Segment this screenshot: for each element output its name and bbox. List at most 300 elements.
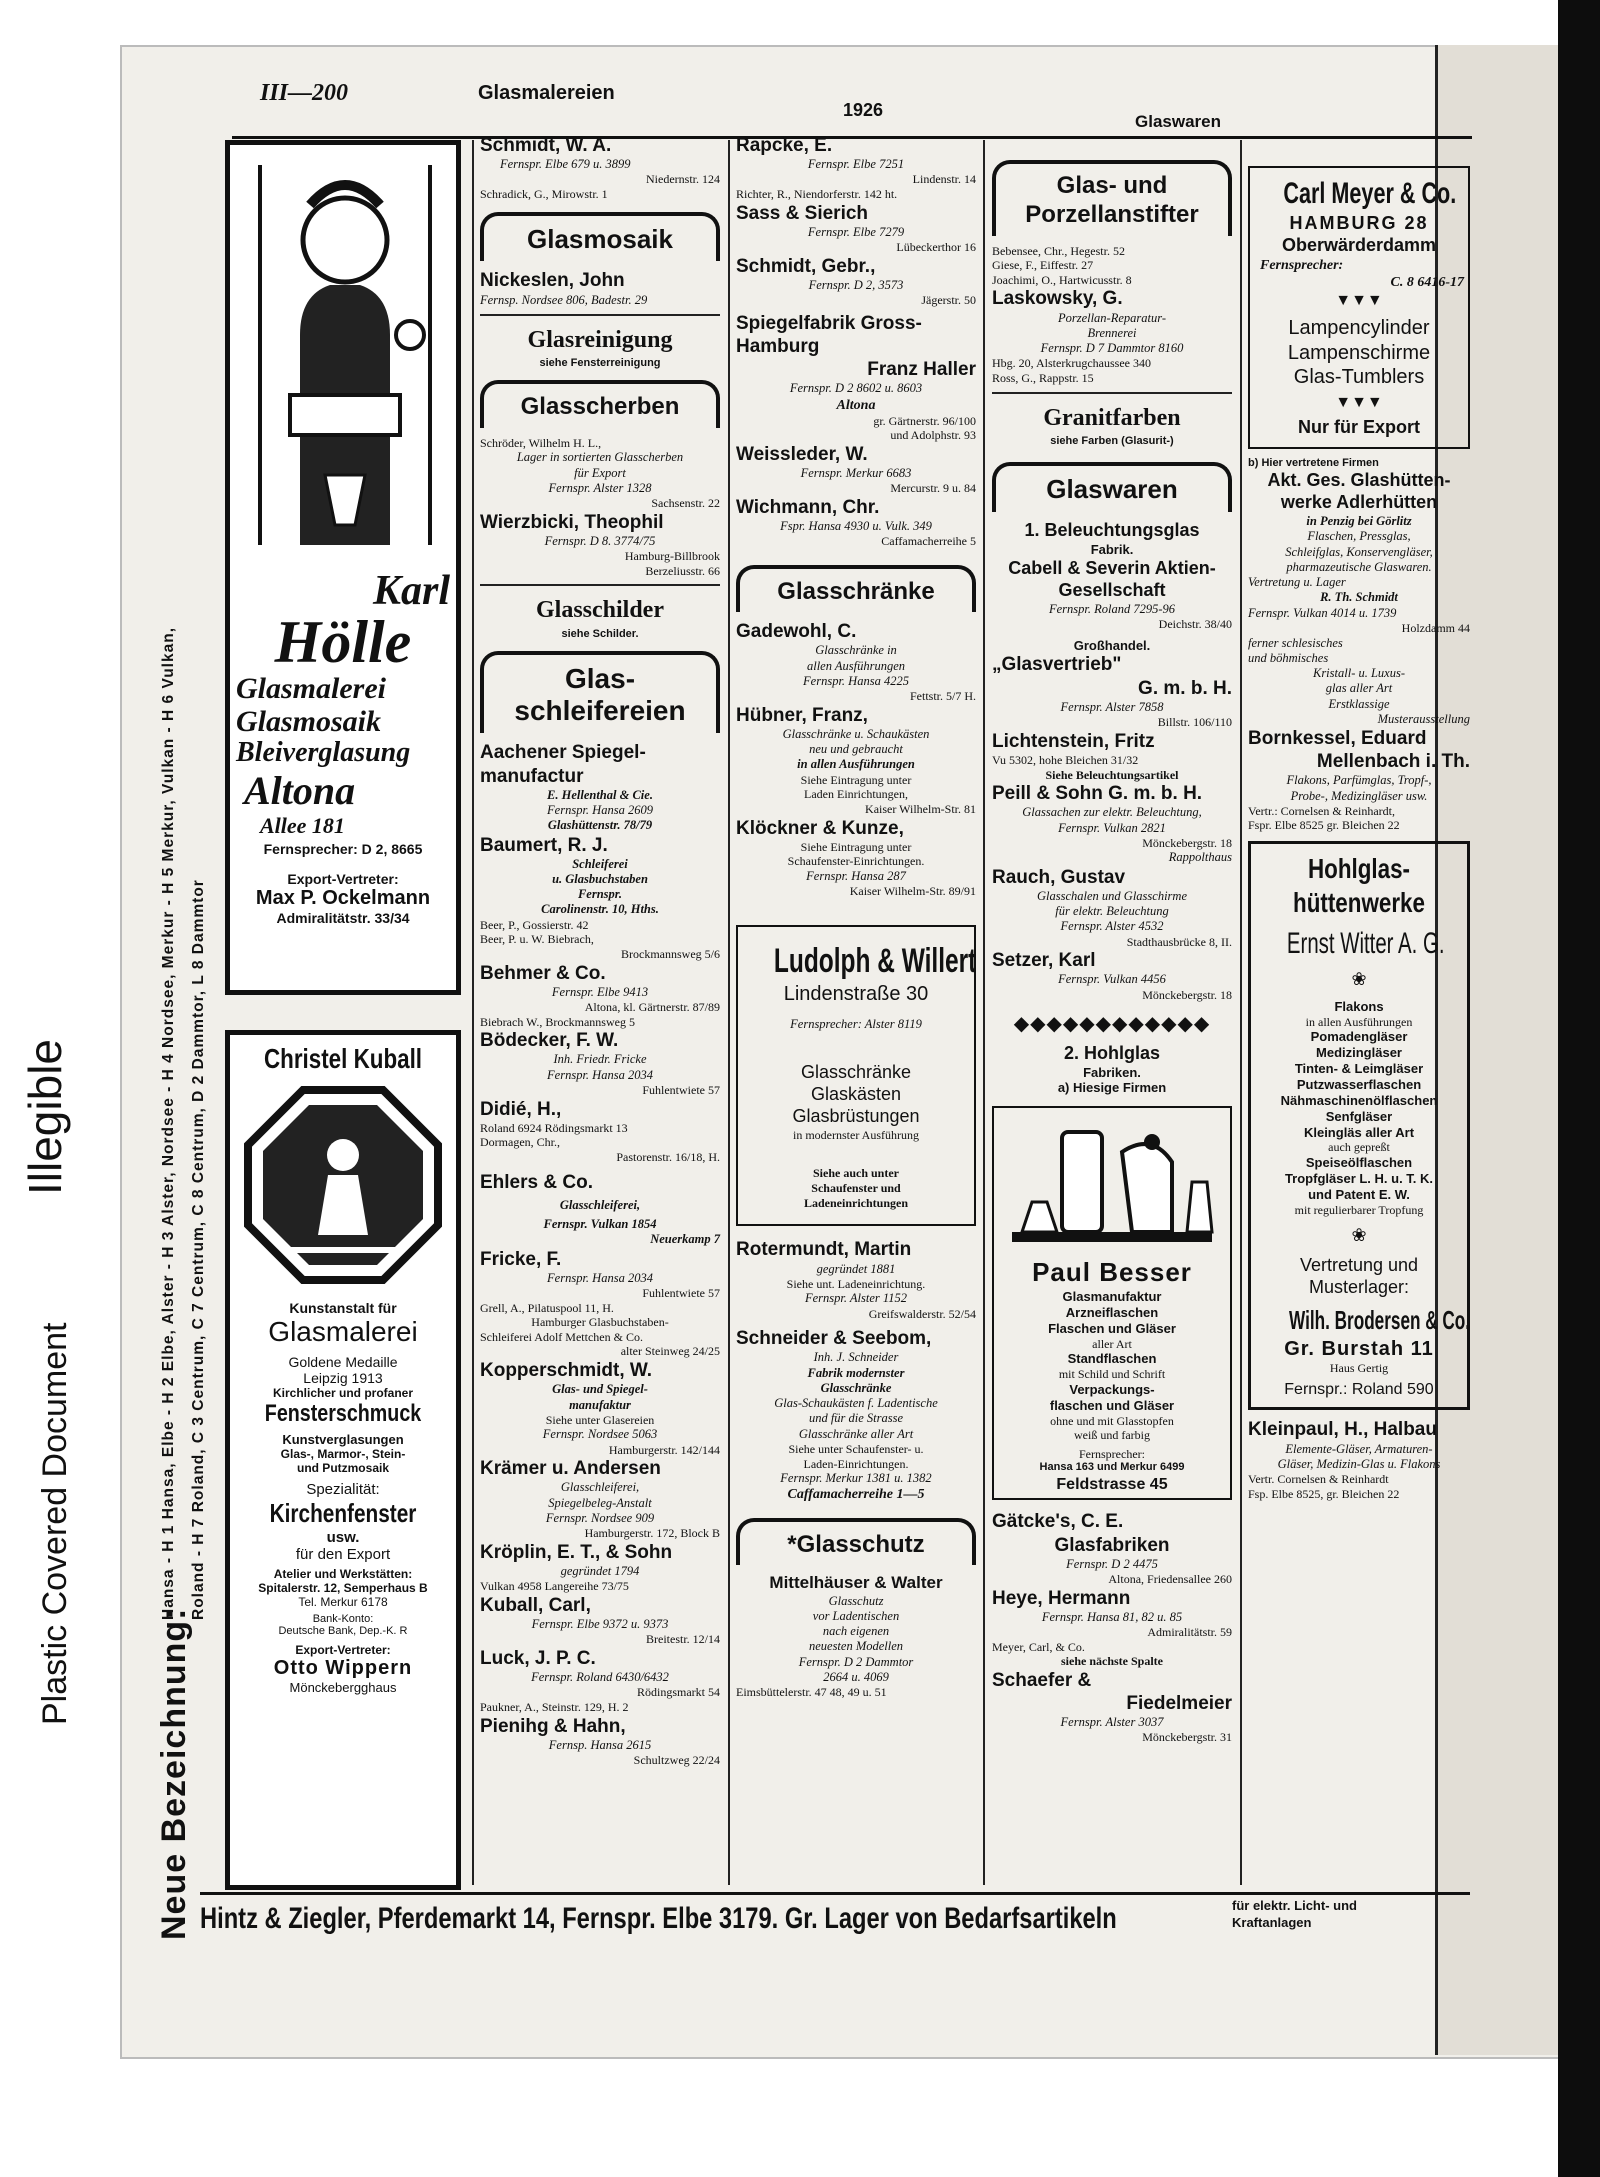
entry-line: Caffamacherreihe 5 [881,534,976,549]
column-3 [736,134,976,1700]
witter-l22: Haus Gertig [1329,1361,1389,1376]
entry-line: Beer, P. u. W. Biebrach, [480,932,594,947]
witter-l7: Medizingläser [1316,1045,1402,1061]
entry-line: Mercurstr. 9 u. 84 [890,481,976,496]
entry-line: Fernspr. Hansa 2609 [547,803,653,818]
besser-l1: Glasmanufaktur [1062,1289,1162,1305]
entry-line: Hamburgerstr. 172, Block B [584,1526,720,1541]
entry-line: Fernspr. Roland 6430/6432 [531,1670,669,1685]
footer-advert [200,1902,1360,1936]
holle-name: Hölle [274,609,412,675]
entry-line: Fernspr. Nordsee 5063 [542,1427,658,1442]
witter-l10: Nähmaschinenölflaschen [1280,1092,1438,1108]
kuball-l14: Atelier und Werkstätten: [273,1567,413,1581]
section-granitfarben: Granitfarben [1043,404,1181,431]
kuball-l5: Kirchlicher und profaner [272,1386,414,1400]
lw-l7: Ladeneinrichtungen [803,1195,908,1210]
entry-name: Rotermundt, Martin [736,1239,912,1261]
footer-text: Hintz & Ziegler, Pferdemarkt 14, Fernspr. Elbe 3179. Gr. Lager von Bedarfsartikeln [200,1902,1117,1935]
witter-l19: Musterlager: [1308,1277,1410,1298]
entry-line: Fernspr. Hansa 4225 [803,673,909,688]
besser-l13: Feldstrasse 45 [1056,1475,1168,1493]
entry-name: Setzer, Karl [992,950,1096,972]
entry-line: Kristall- u. Luxus- [1312,666,1406,680]
kuball-l6: Fensterschmuck [264,1400,422,1427]
entry-name: Wichmann, Chr. [736,496,880,518]
entry-line: Fernspr. Alster 1328 [548,480,652,495]
entry-line: 2664 u. 4069 [823,1669,889,1684]
witter-l2: hüttenwerke [1293,887,1425,919]
entry-line: Glasschutz [828,1593,884,1608]
kuball-l19: Export-Vertreter: [295,1643,391,1657]
entry-line: Fuhlentwiete 57 [642,1082,720,1097]
entry-line: Joachimi, O., Hartwicusstr. 8 [992,272,1132,287]
entry-line: Richter, R., Niendorferstr. 142 ht. [736,187,898,202]
entry-line: Fernspr. Alster 7858 [1060,699,1164,714]
entry-line: Fernspr. Elbe 7251 [807,157,905,172]
ad-ludolph-willert [736,925,976,1226]
ornament-divider-icon: ◆◆◆◆◆◆◆◆◆◆◆◆ [1013,1013,1211,1036]
besser-l2: Arzneiflaschen [1065,1304,1159,1320]
entry-line: vor Ladentischen [812,1608,900,1623]
kuball-l12: usw. [326,1529,360,1546]
lw-l5: Siehe auch unter [812,1166,899,1181]
lw-address: Lindenstraße 30 [783,983,929,1006]
section-glaswaren: Glaswaren [992,462,1232,512]
entry-name: Franz Haller [867,359,976,381]
entry-line: Altona, Friedensallee 260 [1108,1571,1232,1586]
entry-line: Glasschleiferei, [559,1197,641,1212]
kuball-l10: Spezialität: [306,1481,380,1498]
laboratory-glassware-icon [1002,1112,1222,1252]
entry-line: Fernspr. D 2 4475 [1066,1556,1158,1571]
entry-line: alter Steinweg 24/25 [620,1344,720,1359]
entry-line: Fernspr. Merkur 6683 [800,466,912,481]
kuball-l4: Leipzig 1913 [303,1370,383,1386]
entry-line: Fernspr. Elbe 9372 u. 9373 [531,1617,669,1632]
besser-l4: aller Art [1092,1336,1132,1351]
entry-line: Giese, F., Eiffestr. 27 [992,258,1094,273]
meyer-l3: Glas-Tumblers [1293,365,1425,388]
entry-line: Fernspr. D 8. 3774/75 [544,533,656,548]
holle-rep-name: Max P. Ockelmann [255,886,431,909]
besser-l6: mit Schild und Schrift [1058,1367,1166,1382]
footer-rule [200,1892,1470,1895]
besser-l7: Verpackungs- [1069,1381,1155,1397]
section-glasschraenke: Glasschränke [736,565,976,612]
entry-line: Glassachen zur elektr. Beleuchtung, [1022,805,1202,820]
entry-line: Deichstr. 38/40 [1158,617,1232,631]
kuball-l8: Glas-, Marmor-, Stein- [280,1447,406,1461]
besser-l8: flaschen und Gläser [1049,1397,1175,1413]
entry-line: Vulkan 4958 Langereihe 73/75 [480,1579,629,1594]
section-note: Fabriken. [1083,1064,1141,1080]
kuball-l2: Glasmalerei [268,1316,418,1347]
entry-line: für elektr. Beleuchtung [1055,904,1169,919]
section-glasschutz: *Glasschutz [736,1518,976,1565]
divider [992,392,1232,394]
entry-line: Siehe Eintragung unter [800,772,912,787]
witter-l4: Flakons [1334,998,1384,1014]
entry-line: Fernspr. Hansa 2034 [547,1270,653,1285]
header-left: Glasmalereien [478,82,615,104]
entry-line: Musterausstellung [1377,711,1470,726]
entry-line: neu und gebraucht [809,742,903,757]
lw-phone: Fernsprecher: Alster 8119 [790,1016,922,1031]
section-note: siehe Schilder. [561,627,639,640]
holle-glasmalerei: Glasmalerei [236,672,386,705]
header-right: Glaswaren [1135,112,1221,131]
entry-line: Fernspr. Vulkan 2821 [1058,820,1166,835]
witter-l15: Tropfgläser L. H. u. T. K. [1284,1170,1434,1186]
entry-line: Schleiferei Adolf Mettchen & Co. [480,1329,643,1344]
entry-name: Rapcke, E. [736,135,833,156]
entry-line: Fsp. Elbe 8525, gr. Bleichen 22 [1248,1486,1400,1501]
entry-line: Ross, G., Rappstr. 15 [992,371,1094,386]
section-glasschilder: Glasschilder [535,597,664,624]
entry-line: allen Ausführungen [806,658,906,673]
lw-l4: in modernster Ausführung [793,1127,919,1142]
witter-l20: Wilh. Brodersen & Co. [1289,1305,1471,1336]
entry-line: Fernspr. Alster 3037 [1060,1715,1164,1730]
entry-line: Fernspr. Nordsee 909 [545,1510,655,1525]
entry-line: Greifswalderstr. 52/54 [868,1306,976,1321]
entry-name: Aachener Spiegel-manufactur [480,742,646,787]
entry-line: Brockmannsweg 5/6 [621,946,720,961]
entry-name: Gadewohl, C. [736,621,857,643]
ad-paul-besser [992,1106,1232,1500]
entry-name: Lichtenstein, Fritz [992,730,1155,752]
witter-l16: und Patent E. W. [1308,1186,1410,1202]
entry-line: Fernspr. Elbe 7279 [807,224,905,239]
entry-line: und Adolphstr. 93 [890,428,976,443]
entry-line: Fernspr. Elbe 679 u. 3899 [500,157,631,172]
witter-l5: in allen Ausführungen [1305,1014,1413,1029]
section-porzellanstifter: Glas- und Porzellanstifter [992,160,1232,236]
entry-line: Spiegelbeleg-Anstalt [548,1495,652,1510]
kuball-l11: Kirchenfenster [269,1498,417,1528]
entry-name: Klöckner & Kunze, [736,817,904,839]
col-rule-1 [472,140,474,1885]
meyer-l2: Lampenschirme [1287,341,1431,364]
entry-line: Vertretung u. Lager [1248,575,1346,590]
meyer-ornament-icon: ▼▼▼ [1335,394,1383,412]
besser-l9: ohne und mit Glasstopfen [1050,1413,1174,1428]
witter-l8: Tinten- & Leimgläser [1294,1061,1424,1077]
entry-name: Hübner, Franz, [736,704,868,726]
stained-glass-figure-icon [230,145,456,565]
subsection-beleuchtungsglas: 1. Beleuchtungsglas [1024,520,1200,541]
entry-line: Billstr. 106/110 [1157,715,1232,730]
entry-name: Sass & Sierich [736,202,869,224]
entry-line: Fernspr. D 2, 3573 [808,277,904,292]
entry-name: Fiedelmeier [1126,1693,1232,1715]
entry-line: Laden-Einrichtungen. [803,1456,909,1471]
entry-line: Fernspr. Alster 4532 [1060,919,1164,934]
witter-l1: Hohlglas- [1307,853,1411,885]
witter-l13: auch gepreßt [1328,1140,1390,1155]
entry-name: Baumert, R. J. [480,834,608,856]
lw-l6: Schaufenster und [811,1181,901,1196]
holle-rep-address: Admiralitätstr. 33/34 [276,909,410,926]
legend-line-2: Roland - H 7 Roland, C 3 Centrum, C 7 Centrum, C 8 Centrum, D 2 Dammtor, L 8 Dammtor [190,879,207,1620]
divider [480,584,720,586]
entry-line: Glasschränke aller Art [798,1426,914,1441]
entry-line: Fspr. Hansa 4930 u. Vulk. 349 [780,519,932,534]
witter-l6: Pomadengläser [1310,1029,1408,1045]
holle-glasmosaik: Glasmosaik [236,705,382,738]
section-note: b) Hier vertretene Firmen [1248,456,1379,469]
entry-line: Holzdamm 44 [1401,620,1470,635]
entry-line: Siehe Beleuchtungsartikel [1045,767,1179,782]
entry-name: Mittelhäuser & Walter [769,1572,943,1592]
entry-line: Kaiser Wilhelm-Str. 89/91 [849,884,976,899]
ad-ernst-witter [1248,841,1470,1410]
entry-line: Meyer, Carl, & Co. [992,1639,1085,1654]
witter-name: Ernst Witter A. G. [1286,927,1445,961]
entry-line: Siehe Eintragung unter [800,839,912,854]
entry-line: Mönckebergstr. 18 [1142,835,1232,850]
divider [480,314,720,316]
entry-name: G. m. b. H. [1138,677,1232,699]
ad-karl-holle [225,140,461,995]
entry-line: Fernspr. Hansa 81, 82 u. 85 [1041,1609,1183,1624]
legend-line-1: Hansa - H 1 Hansa, Elbe - H 2 Elbe, Alster - H 3 Alster, Nordsee - H 4 Nordsee, Merkur - H 5 Merkur, Vulkan - H 6 Vulkan, [160,626,177,1620]
witter-ornament-icon: ❀ [1351,1225,1367,1246]
entry-line: Stadthausbrücke 8, II. [1126,934,1232,949]
scan-border [1558,0,1600,2177]
section-glasscherben: Glasscherben [480,380,720,427]
footer-side-1: für elektr. Licht- und [1232,1898,1357,1913]
entry-line: Fernspr. Vulkan 4456 [1058,972,1166,987]
witter-l12: Kleingläs aller Art [1303,1124,1415,1140]
entry-line: Inh. J. Schneider [813,1350,899,1365]
entry-line: Vu 5302, hohe Bleichen 31/32 [992,752,1139,767]
entry-line: Schaufenster-Einrichtungen. [787,854,925,869]
section-glasreinigung: Glasreinigung [527,326,673,353]
entry-name: Schmidt, Gebr., [736,255,876,277]
entry-line: gegründet 1881 [816,1261,896,1276]
entry-line: Hamburger Glasbuchstaben- [531,1315,669,1330]
entry-line: Fspr. Elbe 8525 gr. Bleichen 22 [1248,818,1400,833]
section-glasschleifereien: Glas-schleifereien [480,651,720,733]
meyer-ornament-icon: ▼▼▼ [1335,291,1383,309]
entry-name: Wierzbicki, Theophil [480,511,664,533]
entry-line: für Export [574,465,626,480]
entry-line: Vertr. Cornelsen & Reinhardt [1248,1472,1389,1487]
entry-line: Glas-Schaukästen f. Ladentische [774,1396,938,1411]
holle-altona: Altona [244,767,356,813]
column-4 [992,134,1232,1745]
entry-line: Glasschränke [820,1380,892,1395]
entry-line: Fettstr. 5/7 H. [909,689,976,704]
kuball-l18: Deutsche Bank, Dep.-K. R [278,1625,408,1637]
entry-name: Peill & Sohn G. m. b. H. [992,783,1203,805]
entry-line: glas aller Art [1325,681,1393,696]
entry-line: Schröder, Wilhelm H. L., [480,435,602,450]
entry-line: Lübeckerthor 16 [896,240,976,255]
entry-line: Fernsp. Hansa 2615 [548,1737,652,1752]
entry-line: Fernspr. D 7 Dammtor 8160 [1040,341,1184,356]
kuball-emblem-icon [243,1085,443,1285]
col-rule-4 [1240,140,1242,1885]
entry-line: Fernspr. Roland 7295-96 [1048,601,1176,616]
holle-bleiverglasung: Bleiverglasung [236,737,411,768]
entry-line: ferner schlesisches [1248,635,1343,650]
holle-phone: Fernsprecher: D 2, 8665 [263,840,423,857]
entry-line: Biebrach W., Brockmannsweg 5 [480,1014,635,1029]
kuball-l13: für den Export [295,1546,391,1563]
entry-line: Probe-, Medizingläser usw. [1290,788,1428,803]
entry-line: Vertr.: Cornelsen & Reinhardt, [1248,803,1395,818]
besser-l10: weiß und farbig [1074,1428,1150,1443]
entry-line: und für die Strasse [808,1411,904,1426]
besser-name: Paul Besser [1032,1257,1192,1288]
entry-name: Bornkessel, Eduard [1248,728,1427,749]
entry-line: Fuhlentwiete 57 [642,1285,720,1300]
col-rule-3 [983,140,985,1885]
entry-line: in Penzig bei Görlitz [1306,514,1412,529]
entry-line: Flakons, Parfümglas, Tropf-, [1286,773,1432,788]
entry-name: Kuball, Carl, [480,1594,591,1616]
kuball-l9: und Putzmosaik [296,1461,389,1475]
entry-name: Weissleder, W. [736,443,868,465]
entry-line: manufaktur [569,1397,631,1412]
entry-line: Hamburg-Billbrook [624,549,720,564]
entry-line: Grell, A., Pilatuspool 11, H. [480,1300,614,1315]
entry-line: Sachsenstr. 22 [651,496,720,511]
entry-line: gegründet 1794 [560,1563,640,1578]
entry-line: Rappolthaus [1168,850,1232,865]
entry-name: Kröplin, E. T., & Sohn [480,1541,673,1563]
entry-line: Inh. Friedr. Fricke [553,1052,647,1067]
entry-line: Siehe unter Glasereien [545,1412,655,1427]
entry-line: Fernspr. Vulkan 1854 [543,1217,657,1232]
entry-line: Fernspr. Hansa 2034 [547,1067,653,1082]
witter-l14: Speiseölflaschen [1305,1155,1413,1171]
kuball-name: Christel Kuball [263,1043,423,1074]
entry-line: Bebensee, Chr., Hegestr. 52 [992,243,1125,258]
entry-name: Fricke, F. [480,1248,562,1270]
entry-name: Heye, Hermann [992,1587,1131,1609]
footer-side-2: Kraftanlagen [1232,1914,1312,1930]
column-5 [1248,134,1470,1501]
entry-name: Ehlers & Co. [480,1171,593,1193]
besser-l11: Fernsprecher: [1079,1446,1145,1461]
entry-line: Porzellan-Reparatur- [1057,310,1167,325]
entry-line: Schleifglas, Konservengläser, [1285,544,1433,559]
entry-line: Eimsbüttelerstr. 47 48, 49 u. 51 [736,1685,887,1699]
witter-l23: Fernspr.: Roland 590 [1284,1380,1434,1398]
entry-line: Fernspr. [577,887,623,902]
section-note: siehe Farben (Glasurit-) [1050,434,1174,447]
entry-name: Krämer u. Andersen [480,1458,661,1480]
entry-line: Admiralitätstr. 59 [1147,1624,1232,1639]
ad-christel-kuball [225,1030,461,1890]
entry-line: Glas- und Spiegel- [552,1382,648,1397]
witter-l21: Gr. Burstah 11 [1284,1337,1434,1360]
entry-line: Mönckebergstr. 31 [1142,1730,1232,1745]
entry-line: Fernspr. Merkur 1381 u. 1382 [780,1471,932,1486]
entry-name: Nickeslen, John [480,270,625,292]
witter-l11: Senfgläser [1325,1108,1393,1124]
entry-line: Dormagen, Chr., [480,1135,560,1150]
entry-line: Neuerkamp 7 [650,1232,720,1247]
legend-title: Neue Bezeichnung: [155,1607,193,1940]
entry-name: Kopperschmidt, W. [480,1360,653,1382]
lw-name: Ludolph & Willert [773,941,977,980]
meyer-phone: C. 8 6416-17 [1390,274,1464,290]
entry-line: Fernspr. D 2 8602 u. 8603 [789,381,923,396]
witter-ornament-icon: ❀ [1351,969,1367,989]
entry-line: Laden Einrichtungen, [804,787,908,802]
entry-line: Fernspr. D 2 Dammtor [798,1654,914,1669]
lw-l3: Glasbrüstungen [792,1105,920,1126]
kuball-l1: Kunstanstalt für [289,1300,397,1316]
entry-name: Laskowsky, G. [992,288,1123,310]
entry-line: Roland 6924 Rödingsmarkt 13 [480,1120,628,1135]
subsection-hohlglas: 2. Hohlglas [1063,1042,1161,1063]
entry-line: Siehe unter Schaufenster- u. [788,1441,924,1456]
kuball-l15: Spitalerstr. 12, Semperhaus B [258,1581,428,1595]
entry-name: Cabell & Severin Aktien-Gesellschaft [1008,557,1216,600]
entry-line: Carolinenstr. 10, Hths. [541,902,659,917]
section-note: Fabrik. [1090,541,1134,557]
entry-line: Glasschränke in [815,643,897,658]
entry-line: Lindenstr. 14 [912,172,976,187]
section-note: Großhandel. [1073,637,1151,653]
entry-line: Siehe unt. Ladeneinrichtung. [786,1276,926,1291]
kuball-l7: Kunstverglasungen [282,1432,404,1447]
meyer-phone-label: Fernsprecher: [1260,257,1344,273]
entry-line: Schleiferei [572,856,628,871]
entry-line: nach eigenen [822,1624,890,1638]
col-rule-2 [728,140,730,1885]
entry-line: Altona, kl. Gärtnerstr. 87/89 [584,1000,720,1015]
entry-line: Fernspr. Hansa 287 [806,868,906,883]
entry-line: in allen Ausführungen [797,757,915,772]
entry-line: gr. Gärtnerstr. 96/100 [873,413,976,428]
entry-line: Gläser, Medizin-Glas u. Flakons [1277,1456,1441,1471]
kuball-l21: Mönckebergghaus [289,1680,397,1695]
besser-l3: Flaschen und Gläser [1048,1320,1176,1336]
entry-name: Didié, H., [480,1098,562,1120]
lw-l2: Glaskästen [810,1083,902,1104]
kuball-l16: Tel. Merkur 6178 [298,1595,388,1609]
entry-line: Altona [836,397,876,413]
witter-l9: Putzwasserflaschen [1296,1077,1422,1093]
entry-line: Fabrik modernster [807,1365,905,1380]
entry-line: Schradick, G., Mirowstr. 1 [480,187,608,202]
holle-karl: Karl [372,568,450,614]
entry-line: Elemente-Gläser, Armaturen- [1285,1441,1433,1456]
entry-line: Mönckebergstr. 18 [1142,987,1232,1002]
entry-line: Pastorenstr. 16/18, H. [616,1150,720,1164]
entry-name: Bödecker, F. W. [480,1030,619,1052]
entry-line: Glasschleiferei, [560,1480,640,1495]
entry-name: Kleinpaul, H., Halbau [1248,1419,1437,1441]
entry-name: Schmidt, W. A. [480,135,612,156]
witter-l17: mit regulierbarer Tropfung [1294,1202,1424,1217]
page-number: III—200 [260,80,349,106]
section-note: a) Hiesige Firmen [1057,1080,1167,1096]
entry-line: Glashüttenstr. 78/79 [547,818,653,833]
entry-line: Glasschränke u. Schaukästen [782,726,930,741]
entry-line: siehe nächste Spalte [1061,1654,1163,1669]
entry-line: Erstklassige [1328,696,1390,711]
footer-side [1232,1898,1357,1932]
holle-address: Allee 181 [260,812,345,838]
